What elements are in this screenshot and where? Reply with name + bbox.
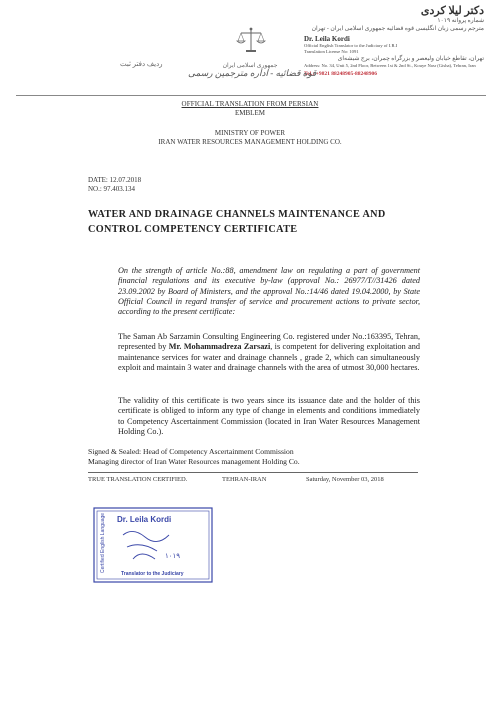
document-date: DATE: 12.07.2018 — [88, 176, 142, 184]
telephone: Tel.: +9821 88248905-88248906 — [304, 70, 378, 77]
license-number-en: Translation License No: 1091 — [304, 49, 359, 55]
emblem-label: EMBLEM — [235, 109, 265, 117]
certification-date: Saturday, November 03, 2018 — [306, 476, 384, 483]
scales-of-justice-icon — [236, 26, 266, 54]
certification-note: TRUE TRANSLATION CERTIFIED. — [88, 476, 188, 483]
ministry-name: MINISTRY OF POWER — [214, 129, 286, 137]
stamp-side-text: Certified English Language — [100, 512, 106, 573]
license-number-fa: شماره پروانه ۱۰۱۹ — [437, 18, 484, 24]
official-translation-heading: OFFICIAL TRANSLATION FROM PERSIAN — [181, 100, 319, 108]
competency-text-end: , is competent for delivering exploitation and maintenance services for water and drainage channels , grade 2, which can simultaneously exploit and maintain 3 water and drainage channels with the area of utmost 30,000 hectares. — [118, 342, 420, 372]
signature-line-2: Managing director of Iran Water Resources management Holding Co. — [88, 457, 300, 466]
address-en: Address: No. 34, Unit 5, 2nd Floor, Between 1st & 2nd St., Kouye Nasr (Gisha), Tehran, Iran — [304, 63, 476, 69]
translator-stamp — [93, 507, 213, 583]
document-number: NO.: 97.403.134 — [88, 185, 136, 193]
translator-desc-en: Official English Translator to the Judiciary of I.R.I — [304, 43, 398, 48]
company-name: IRAN WATER RESOURCES MANAGEMENT HOLDING CO. — [158, 138, 342, 146]
emblem-motto: جمهوری اسلامی ایران — [222, 63, 278, 69]
stamp-number: ۱۰۱۹ — [165, 553, 181, 560]
translator-desc-fa: مترجم رسمی زبان انگلیسی قوه قضائیه جمهوری اسلامی ایران - تهران — [311, 26, 484, 32]
stamp-name: Dr. Leila Kordi — [117, 515, 172, 524]
competency-paragraph — [118, 332, 420, 373]
validity-paragraph: The validity of this certificate is two years since its issuance date and the holder of this certificate is obliged to inform any type of change in elements and conditions immediately to Competency Ascertainment Commission (located in Iran Water Resources Management Holding Co.). — [118, 396, 420, 436]
register-row-label: ردیف دفتر ثبت — [120, 60, 163, 68]
translator-name-en: Dr. Leila Kordi — [304, 35, 350, 43]
competency-text-start: The Saman Ab Sarzamin Consulting Engineering Co. registered under No.:163395, Tehran, represented by — [118, 332, 420, 352]
signature-line-1: Signed & Sealed: Head of Competency Ascertainment Commission — [88, 447, 294, 456]
judiciary-script: قوه قضائیه - اداره مترجمین رسمی — [188, 68, 317, 78]
preamble-paragraph: On the strength of article No.:88, amendment law on regulating a part of government financial regulations and its executive by-law (approval No.: 26977/T//31426 dated 23.09.2002 by Board of Ministers, and the approval No.:14/46 dated 19.04.2000, by State Official Council in regard transfer of service and procurement actions to private sector, according to the present certificate: — [118, 266, 420, 317]
certification-place: TEHRAN-IRAN — [222, 476, 267, 483]
stamp-handwriting — [123, 531, 169, 559]
header-divider — [16, 95, 486, 96]
footer-divider — [88, 472, 418, 473]
stamp-bottom-text: Translator to the Judiciary — [121, 571, 184, 577]
translator-letterhead — [304, 4, 484, 77]
translator-name-fa: دکتر لیلا کردی — [420, 5, 484, 17]
address-fa: تهران، تقاطع خیابان ولیعصر و بزرگراه چمران، برج شیشه‌ای — [337, 56, 484, 63]
representative-name: Mr. Mohammadreza Zarsazi — [168, 342, 271, 352]
certificate-title: WATER AND DRAINAGE CHANNELS MAINTENANCE AND CONTROL COMPETENCY CERTIFICATE — [88, 209, 386, 235]
